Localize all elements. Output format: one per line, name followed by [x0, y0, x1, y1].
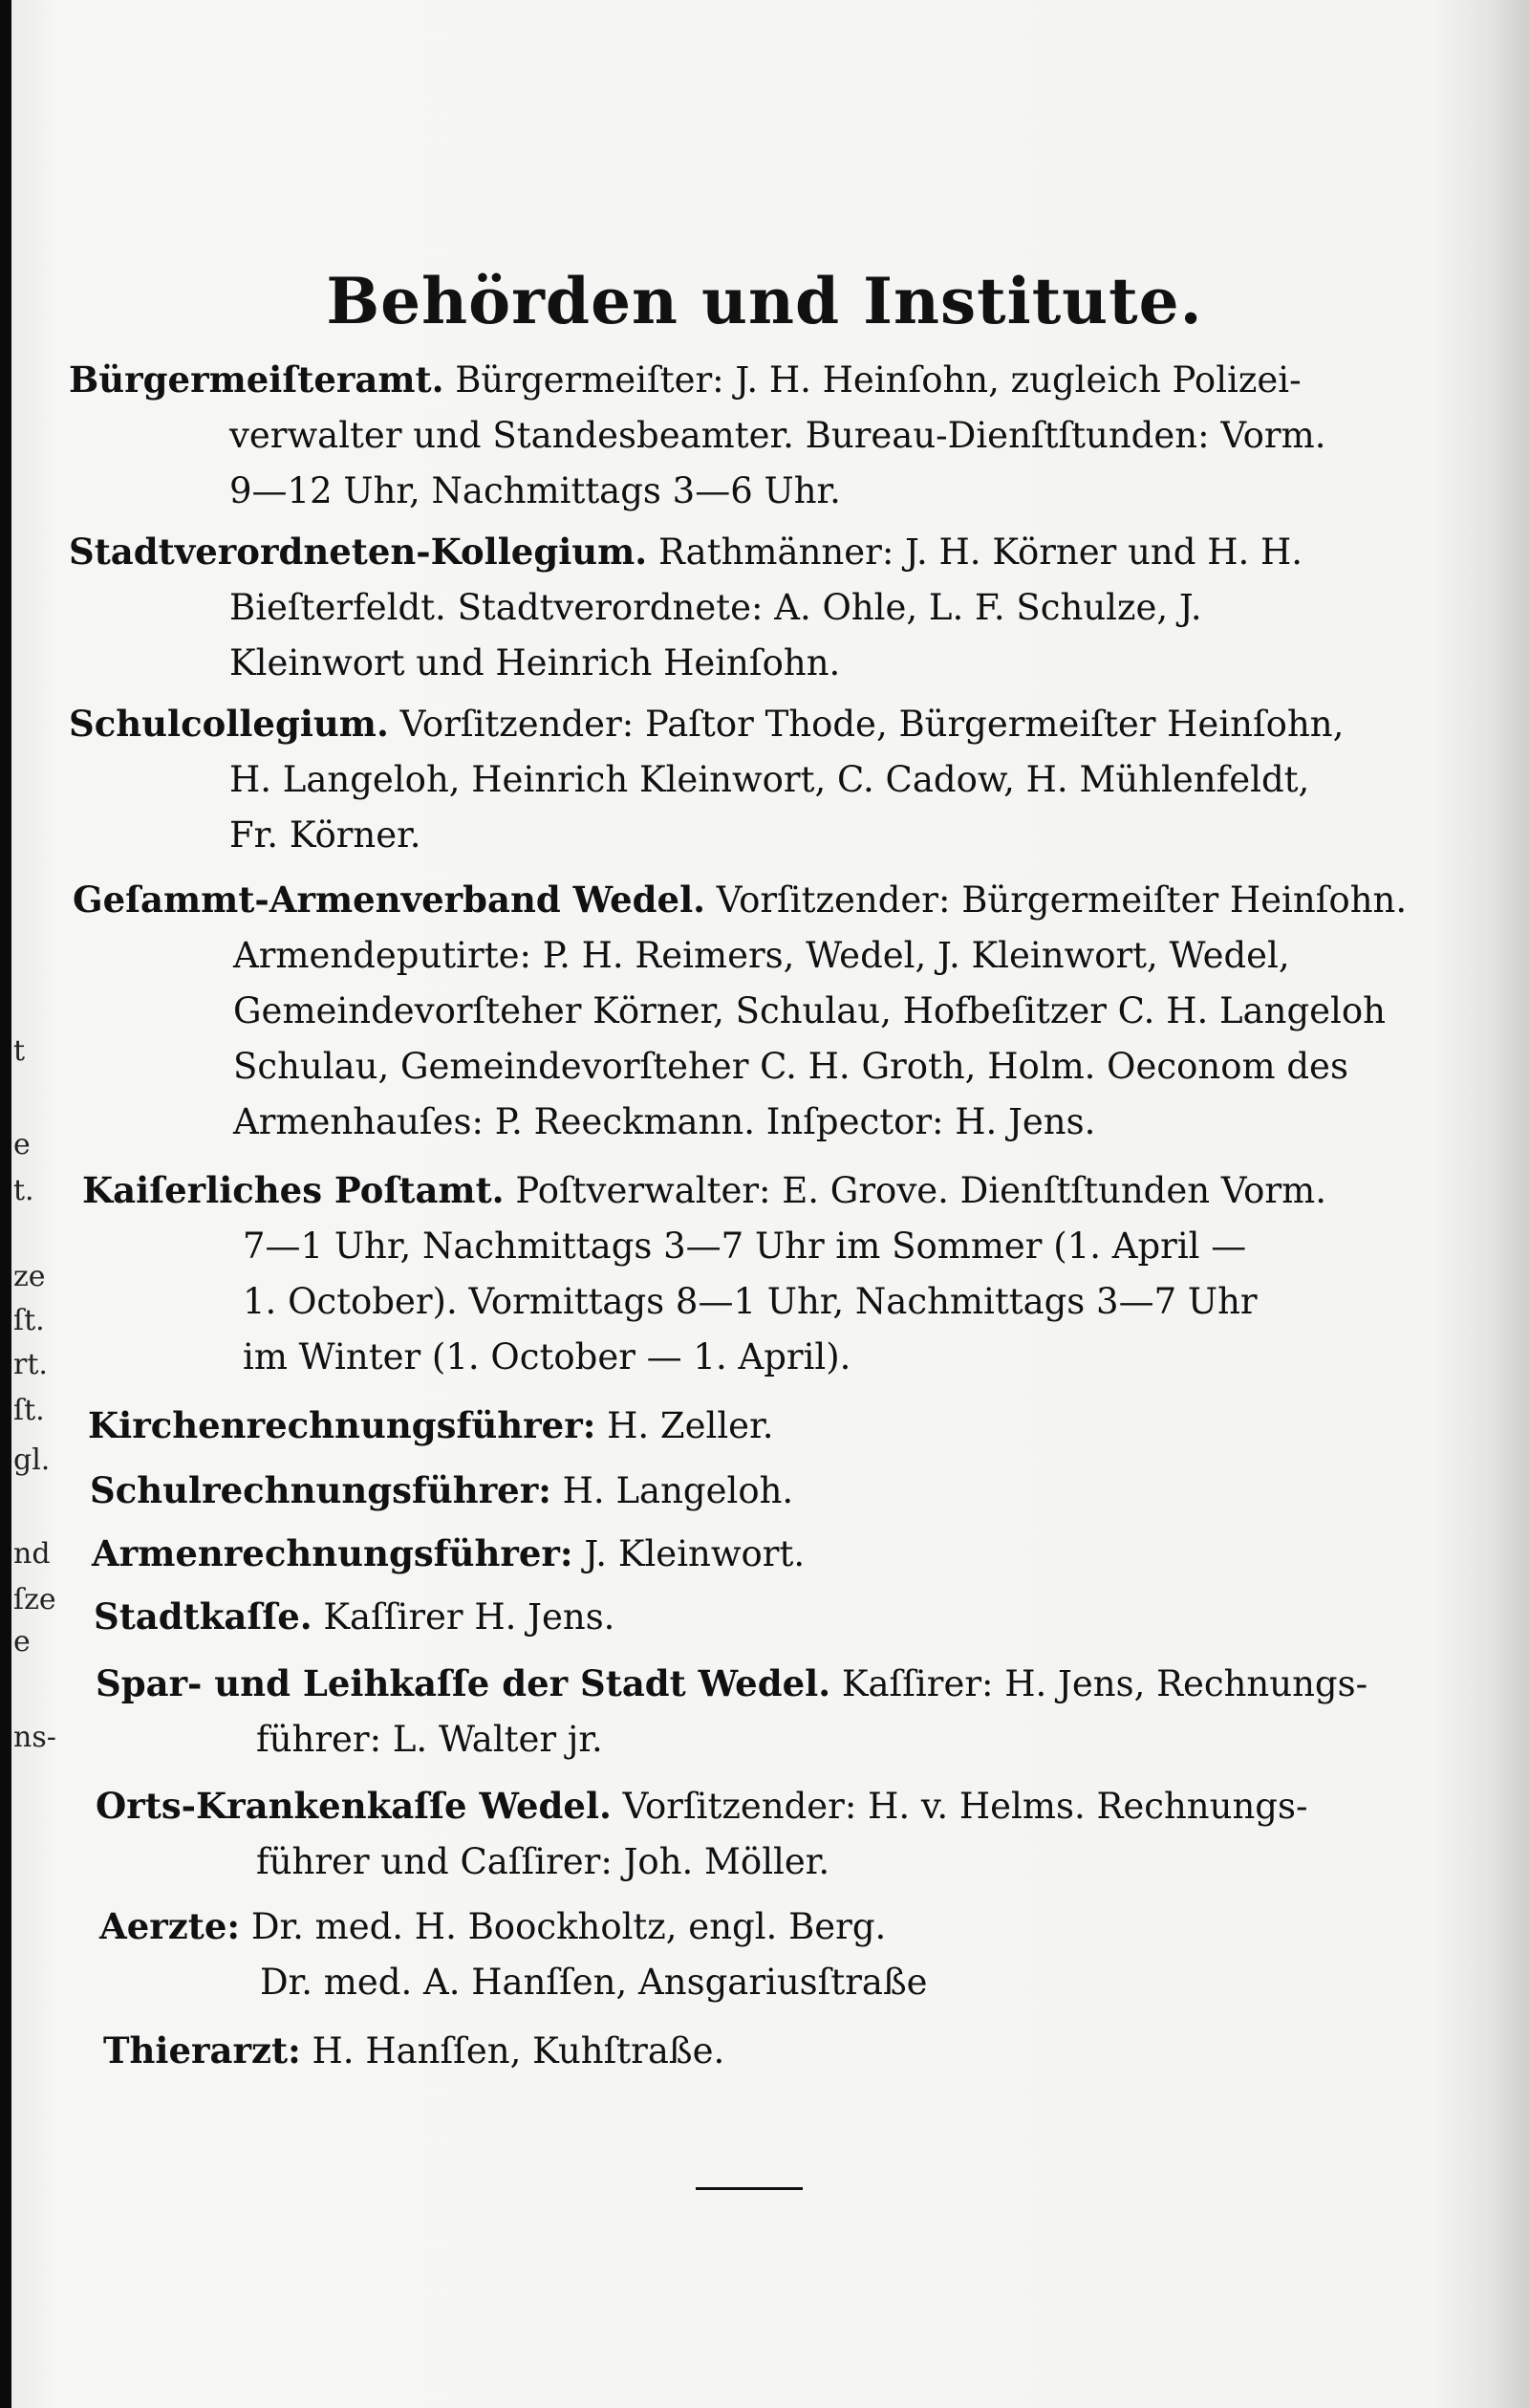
entry-text: H. Zeller.	[607, 1405, 774, 1446]
entry-heading: Armenrechnungsführer:	[92, 1532, 573, 1574]
entry-text: Fr. Körner.	[229, 814, 421, 856]
entry-text: Gemeindevorſteher Körner, Schulau, Hofbeſitzer C. H. Langeloh	[233, 990, 1386, 1031]
entry-stadtverordneten-kollegium	[69, 524, 1359, 691]
entry-gesammt-armenverband	[73, 872, 1408, 1150]
entry-text: Kaſſirer: H. Jens, Rechnungs-	[841, 1663, 1368, 1704]
entry-thierarzt	[103, 2023, 1393, 2079]
entry-text: Bieſterfeldt. Stadtverordnete: A. Ohle, L. F. Schulze, J.	[229, 587, 1202, 628]
page-title: Behörden und Institute.	[326, 264, 1203, 339]
entry-heading: Schulcollegium.	[69, 703, 389, 745]
entry-kaiserliches-postamt	[82, 1162, 1372, 1385]
entry-text: Schulau, Gemeindevorſteher C. H. Groth, Holm. Oeconom des	[233, 1046, 1348, 1087]
entry-text: Rathmänner: J. H. Körner und H. H.	[657, 531, 1303, 573]
entry-heading: Stadtverordneten-Kollegium.	[69, 531, 648, 573]
margin-fragment: ſt.	[13, 1394, 45, 1427]
entry-text: Kleinwort und Heinrich Heinſohn.	[229, 642, 841, 683]
entry-text: Dr. med. A. Hanſſen, Ansgariusſtraße	[260, 1962, 928, 2003]
margin-fragment: ns-	[13, 1721, 56, 1754]
book-spine	[0, 0, 11, 2408]
entry-text: 7—1 Uhr, Nachmittags 3—7 Uhr im Sommer (1. April —	[243, 1226, 1247, 1267]
entry-text: im Winter (1. October — 1. April).	[243, 1336, 851, 1378]
entry-heading: Stadtkaſſe.	[94, 1595, 312, 1638]
entry-text: J. Kleinwort.	[584, 1533, 806, 1574]
entry-text: Armenhauſes: P. Reeckmann. Inſpector: H. Jens.	[233, 1101, 1096, 1142]
entry-heading: Schulrechnungsführer:	[90, 1469, 551, 1511]
entry-text: 9—12 Uhr, Nachmittags 3—6 Uhr.	[229, 470, 841, 511]
margin-fragment: ze	[13, 1260, 46, 1293]
entry-kirchenrechnungsfuehrer	[88, 1398, 1378, 1454]
entry-spar-und-leihkasse	[96, 1656, 1386, 1768]
entry-text: Vorſitzender: Paſtor Thode, Bürgermeiſter Heinſohn,	[399, 704, 1345, 745]
margin-fragment: e	[13, 1128, 31, 1161]
entry-orts-krankenkasse	[96, 1778, 1386, 1890]
entry-heading: Spar- und Leihkaſſe der Stadt Wedel.	[96, 1662, 831, 1704]
entry-text: Vorſitzender: Bürgermeiſter Heinſohn.	[716, 879, 1408, 921]
entry-text: H. Langeloh, Heinrich Kleinwort, C. Cadow, H. Mühlenfeldt,	[229, 759, 1310, 800]
entry-schulcollegium	[69, 696, 1359, 863]
margin-fragment: ſze	[13, 1583, 56, 1616]
entry-text: Poſtverwalter: E. Grove. Dienſtſtunden Vorm.	[515, 1170, 1326, 1211]
closing-rule	[696, 2187, 803, 2190]
entry-text: Vorſitzender: H. v. Helms. Rechnungs-	[622, 1786, 1308, 1827]
margin-fragment: t	[13, 1034, 26, 1068]
entry-text: Armendeputirte: P. H. Reimers, Wedel, J. Kleinwort, Wedel,	[233, 935, 1290, 976]
entry-text: 1. October). Vormittags 8—1 Uhr, Nachmittags 3—7 Uhr	[243, 1281, 1258, 1322]
entry-text: führer und Caſſirer: Joh. Möller.	[256, 1841, 830, 1882]
entry-text: Dr. med. H. Boockholtz, engl. Berg.	[250, 1906, 887, 1947]
margin-fragment: nd	[13, 1537, 51, 1571]
entry-text: verwalter und Standesbeamter. Bureau-Dienſtſtunden: Vorm.	[229, 415, 1326, 456]
entry-buergermeisteramt	[69, 352, 1359, 519]
entry-text: Kaſſirer H. Jens.	[323, 1596, 615, 1638]
entry-heading: Aerzte:	[99, 1905, 241, 1947]
entry-stadtkasse	[94, 1589, 1384, 1645]
entry-heading: Orts-Krankenkaſſe Wedel.	[96, 1785, 612, 1827]
entry-text: führer: L. Walter jr.	[256, 1719, 603, 1760]
entry-heading: Geſammt-Armenverband Wedel.	[73, 879, 706, 921]
entry-heading: Bürgermeiſteramt.	[69, 358, 444, 401]
entry-aerzte	[99, 1898, 1389, 2010]
margin-fragment: rt.	[13, 1348, 48, 1381]
entry-text: H. Hanſſen, Kuhſtraße.	[312, 2030, 725, 2072]
entry-text: Bürgermeiſter: J. H. Heinſohn, zugleich Polizei-	[455, 359, 1302, 401]
entry-text: H. Langeloh.	[562, 1470, 794, 1511]
entry-heading: Thierarzt:	[103, 2029, 301, 2072]
margin-fragment: ſt.	[13, 1304, 45, 1337]
margin-fragment: gl.	[13, 1443, 51, 1477]
margin-fragment: e	[13, 1625, 31, 1659]
entry-heading: Kaiſerliches Poſtamt.	[82, 1169, 505, 1211]
entry-schulrechnungsfuehrer	[90, 1463, 1380, 1519]
margin-fragment: t.	[13, 1174, 34, 1207]
entry-heading: Kirchenrechnungsführer:	[88, 1404, 596, 1446]
entry-armenrechnungsfuehrer	[92, 1526, 1382, 1582]
